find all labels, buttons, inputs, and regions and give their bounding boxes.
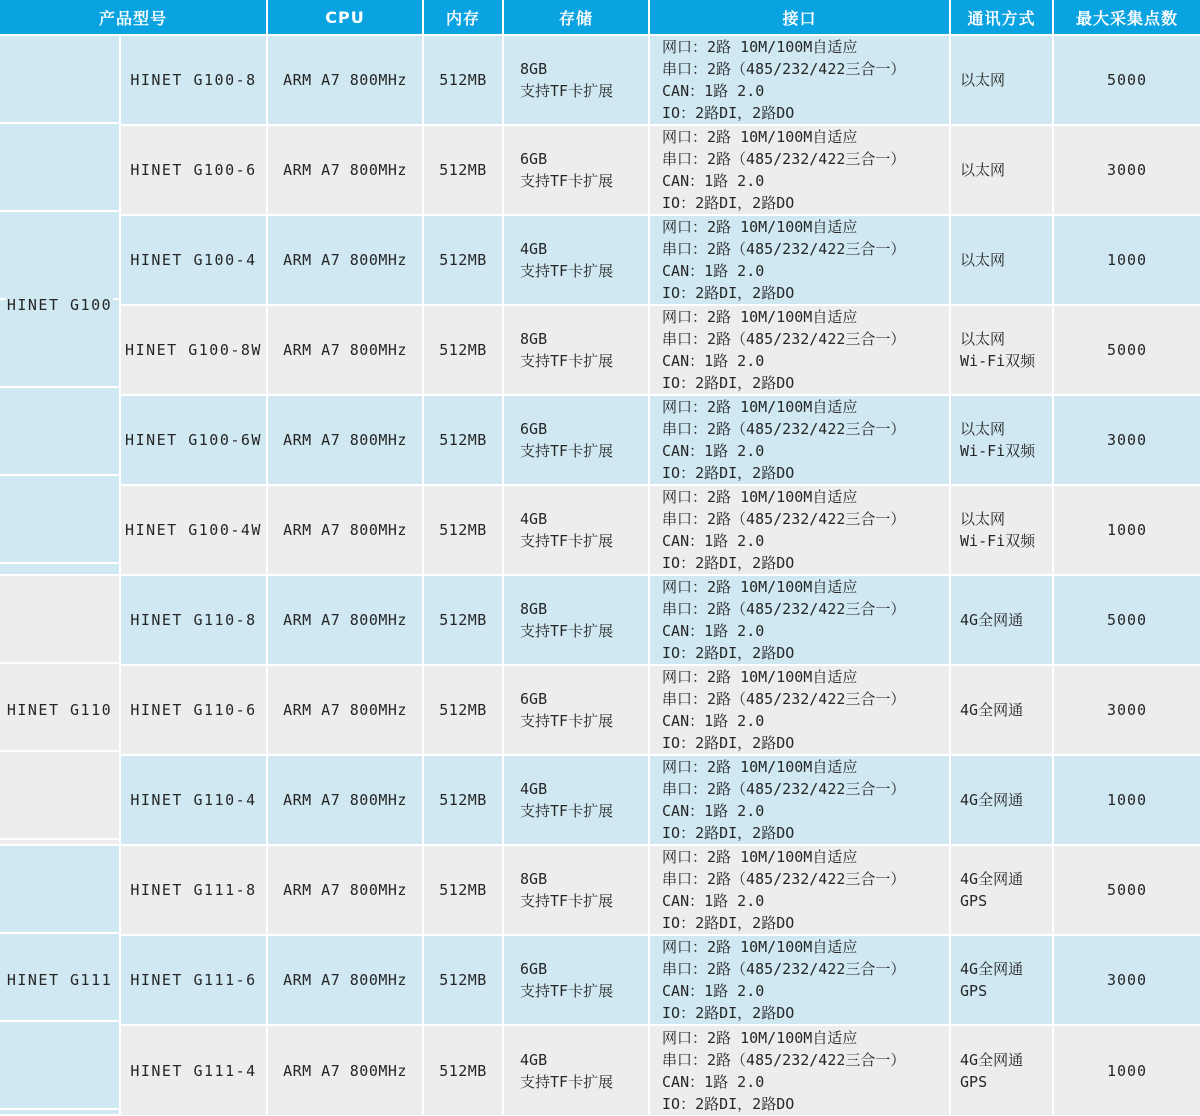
interface-line: CAN：1路 2.0 [662,442,765,460]
cell-comm [950,575,1053,665]
storage-line: 支持TF卡扩展 [520,982,614,1000]
interface-line: IO：2路DI，2路DO [662,284,795,302]
interface-line: CAN：1路 2.0 [662,82,765,100]
interface-line: CAN：1路 2.0 [662,712,765,730]
comm-line: 4G全网通 [960,611,1024,629]
cell-model: HINET G110-4 [120,755,267,845]
storage-line: 4GB [520,240,548,258]
interface-line: IO：2路DI，2路DO [662,1004,795,1022]
comm-line: Wi-Fi双频 [960,352,1036,370]
storage-line: 支持TF卡扩展 [520,1072,614,1091]
cell-comm [950,755,1053,845]
table-row [0,215,1200,305]
table-row [0,935,1200,1025]
header-cpu: CPU [267,0,423,35]
table-row [0,125,1200,215]
cell-memory: 512MB [423,35,503,125]
cell-memory: 512MB [423,845,503,935]
header-comm-method: 通讯方式 [950,0,1053,35]
table-row [0,485,1200,575]
interface-line: 串口：2路（485/232/422三合一） [662,420,906,438]
cell-memory: 512MB [423,305,503,395]
cell-model: HINET G111-6 [120,935,267,1025]
comm-line: GPS [960,1072,988,1091]
cell-interface [649,935,950,1025]
interface-line: 串口：2路（485/232/422三合一） [662,330,906,348]
cell-interface [649,755,950,845]
interface-line: CAN：1路 2.0 [662,532,765,550]
interface-line: IO：2路DI，2路DO [662,914,795,932]
cell-max-points: 1000 [1053,755,1200,845]
storage-line: 6GB [520,150,548,168]
interface-line: 网口：2路 10M/100M自适应 [662,308,858,326]
cell-storage [503,665,649,755]
interface-line: 网口：2路 10M/100M自适应 [662,218,858,236]
header-storage: 存储 [503,0,649,35]
interface-line: 串口：2路（485/232/422三合一） [662,510,906,528]
cell-storage [503,845,649,935]
cell-interface [649,575,950,665]
interface-line: 网口：2路 10M/100M自适应 [662,38,858,56]
cell-comm [950,35,1053,125]
interface-line: 网口：2路 10M/100M自适应 [662,758,858,776]
storage-line: 支持TF卡扩展 [520,712,614,730]
interface-line: 网口：2路 10M/100M自适应 [662,128,858,146]
header-memory: 内存 [423,0,503,35]
comm-line: 以太网 [960,71,1006,89]
cell-cpu: ARM A7 800MHz [267,935,423,1025]
cell-interface [649,1025,950,1115]
storage-line: 4GB [520,510,548,528]
interface-line: 串口：2路（485/232/422三合一） [662,780,906,798]
group-label: HINET G100 [6,289,113,321]
cell-memory: 512MB [423,215,503,305]
cell-model: HINET G110-6 [120,665,267,755]
interface-line: CAN：1路 2.0 [662,262,765,280]
interface-line: IO：2路DI，2路DO [662,104,795,122]
interface-line: IO：2路DI，2路DO [662,1094,795,1113]
storage-line: 支持TF卡扩展 [520,892,614,910]
comm-line: Wi-Fi双频 [960,532,1036,550]
cell-cpu: ARM A7 800MHz [267,845,423,935]
interface-line: 串口：2路（485/232/422三合一） [662,870,906,888]
interface-line: 串口：2路（485/232/422三合一） [662,240,906,258]
cell-cpu: ARM A7 800MHz [267,305,423,395]
interface-line: IO：2路DI，2路DO [662,194,795,212]
cell-storage [503,575,649,665]
group-cell-g111 [0,845,120,1115]
table-row [0,305,1200,395]
group-cell-g100 [0,35,120,575]
cell-comm [950,485,1053,575]
interface-line: IO：2路DI，2路DO [662,374,795,392]
cell-cpu: ARM A7 800MHz [267,1025,423,1115]
storage-line: 4GB [520,1050,548,1069]
cell-interface [649,125,950,215]
comm-line: 以太网 [960,330,1006,348]
table-row [0,1025,1200,1115]
comm-line: 4G全网通 [960,960,1024,978]
cell-cpu: ARM A7 800MHz [267,35,423,125]
storage-line: 支持TF卡扩展 [520,352,614,370]
group-cell-g110 [0,575,120,845]
interface-line: IO：2路DI，2路DO [662,464,795,482]
cell-max-points: 3000 [1053,125,1200,215]
cell-cpu: ARM A7 800MHz [267,125,423,215]
cell-storage [503,485,649,575]
table-row [0,395,1200,485]
cell-model: HINET G100-6 [120,125,267,215]
cell-memory: 512MB [423,395,503,485]
cell-cpu: ARM A7 800MHz [267,575,423,665]
cell-interface [649,845,950,935]
interface-line: 网口：2路 10M/100M自适应 [662,668,858,686]
interface-line: 网口：2路 10M/100M自适应 [662,938,858,956]
storage-line: 支持TF卡扩展 [520,442,614,460]
storage-line: 支持TF卡扩展 [520,262,614,280]
cell-model: HINET G111-8 [120,845,267,935]
cell-max-points: 1000 [1053,215,1200,305]
interface-line: 网口：2路 10M/100M自适应 [662,578,858,596]
cell-max-points: 1000 [1053,1025,1200,1115]
comm-line: Wi-Fi双频 [960,442,1036,460]
cell-comm [950,125,1053,215]
cell-memory: 512MB [423,125,503,215]
table-row [0,845,1200,935]
storage-line: 6GB [520,960,548,978]
storage-line: 6GB [520,690,548,708]
comm-line: 4G全网通 [960,870,1024,888]
table-row [0,755,1200,845]
cell-comm [950,935,1053,1025]
storage-line: 8GB [520,600,548,618]
interface-line: CAN：1路 2.0 [662,172,765,190]
cell-storage [503,935,649,1025]
cell-max-points: 5000 [1053,305,1200,395]
cell-model: HINET G100-8W [120,305,267,395]
cell-interface [649,395,950,485]
cell-interface [649,485,950,575]
cell-model: HINET G111-4 [120,1025,267,1115]
cell-model: HINET G100-4 [120,215,267,305]
storage-line: 6GB [520,420,548,438]
interface-line: 串口：2路（485/232/422三合一） [662,1050,906,1069]
cell-model: HINET G100-8 [120,35,267,125]
comm-line: 以太网 [960,251,1006,269]
cell-comm [950,665,1053,755]
comm-line: 以太网 [960,510,1006,528]
cell-model: HINET G100-6W [120,395,267,485]
cell-comm [950,215,1053,305]
cell-storage [503,305,649,395]
interface-line: 串口：2路（485/232/422三合一） [662,960,906,978]
cell-max-points: 3000 [1053,395,1200,485]
cell-memory: 512MB [423,935,503,1025]
cell-interface [649,35,950,125]
cell-max-points: 3000 [1053,935,1200,1025]
header-interface: 接口 [649,0,950,35]
cell-memory: 512MB [423,665,503,755]
cell-storage [503,755,649,845]
storage-line: 支持TF卡扩展 [520,82,614,100]
cell-max-points: 3000 [1053,665,1200,755]
comm-line: 4G全网通 [960,701,1024,719]
cell-max-points: 1000 [1053,485,1200,575]
comm-line: 以太网 [960,420,1006,438]
cell-max-points: 5000 [1053,575,1200,665]
cell-model: HINET G100-4W [120,485,267,575]
interface-line: 网口：2路 10M/100M自适应 [662,398,858,416]
cell-comm [950,395,1053,485]
cell-storage [503,125,649,215]
storage-line: 8GB [520,60,548,78]
header-product-model: 产品型号 [0,0,267,35]
interface-line: CAN：1路 2.0 [662,802,765,820]
cell-storage [503,395,649,485]
cell-cpu: ARM A7 800MHz [267,485,423,575]
interface-line: 串口：2路（485/232/422三合一） [662,60,906,78]
interface-line: CAN：1路 2.0 [662,892,765,910]
interface-line: CAN：1路 2.0 [662,622,765,640]
cell-comm [950,1025,1053,1115]
table-row [0,575,1200,665]
storage-line: 支持TF卡扩展 [520,532,614,550]
cell-memory: 512MB [423,1025,503,1115]
interface-line: IO：2路DI，2路DO [662,644,795,662]
interface-line: 网口：2路 10M/100M自适应 [662,848,858,866]
cell-max-points: 5000 [1053,35,1200,125]
header-row [0,0,1200,35]
table-row [0,665,1200,755]
group-label: HINET G110 [6,694,113,726]
comm-line: GPS [960,982,988,1000]
cell-storage [503,1025,649,1115]
storage-line: 支持TF卡扩展 [520,802,614,820]
table-row [0,35,1200,125]
cell-memory: 512MB [423,575,503,665]
comm-line: GPS [960,892,988,910]
interface-line: IO：2路DI，2路DO [662,824,795,842]
group-label: HINET G111 [6,964,113,996]
comm-line: 以太网 [960,161,1006,179]
header-max-points: 最大采集点数 [1053,0,1200,35]
storage-line: 支持TF卡扩展 [520,172,614,190]
cell-interface [649,305,950,395]
comm-line: 4G全网通 [960,791,1024,809]
interface-line: 串口：2路（485/232/422三合一） [662,600,906,618]
storage-line: 4GB [520,780,548,798]
cell-comm [950,305,1053,395]
interface-line: IO：2路DI，2路DO [662,734,795,752]
cell-interface [649,215,950,305]
interface-line: CAN：1路 2.0 [662,1072,765,1091]
interface-line: 串口：2路（485/232/422三合一） [662,150,906,168]
cell-max-points: 5000 [1053,845,1200,935]
cell-storage [503,35,649,125]
cell-interface [649,665,950,755]
interface-line: IO：2路DI，2路DO [662,554,795,572]
cell-memory: 512MB [423,485,503,575]
cell-cpu: ARM A7 800MHz [267,755,423,845]
cell-cpu: ARM A7 800MHz [267,665,423,755]
storage-line: 8GB [520,870,548,888]
storage-line: 支持TF卡扩展 [520,622,614,640]
cell-model: HINET G110-8 [120,575,267,665]
interface-line: 串口：2路（485/232/422三合一） [662,690,906,708]
interface-line: CAN：1路 2.0 [662,352,765,370]
cell-comm [950,845,1053,935]
interface-line: CAN：1路 2.0 [662,982,765,1000]
cell-memory: 512MB [423,755,503,845]
cell-cpu: ARM A7 800MHz [267,215,423,305]
interface-line: 网口：2路 10M/100M自适应 [662,488,858,506]
cell-cpu: ARM A7 800MHz [267,395,423,485]
cell-storage [503,215,649,305]
comm-line: 4G全网通 [960,1050,1024,1069]
storage-line: 8GB [520,330,548,348]
interface-line: 网口：2路 10M/100M自适应 [662,1028,858,1047]
